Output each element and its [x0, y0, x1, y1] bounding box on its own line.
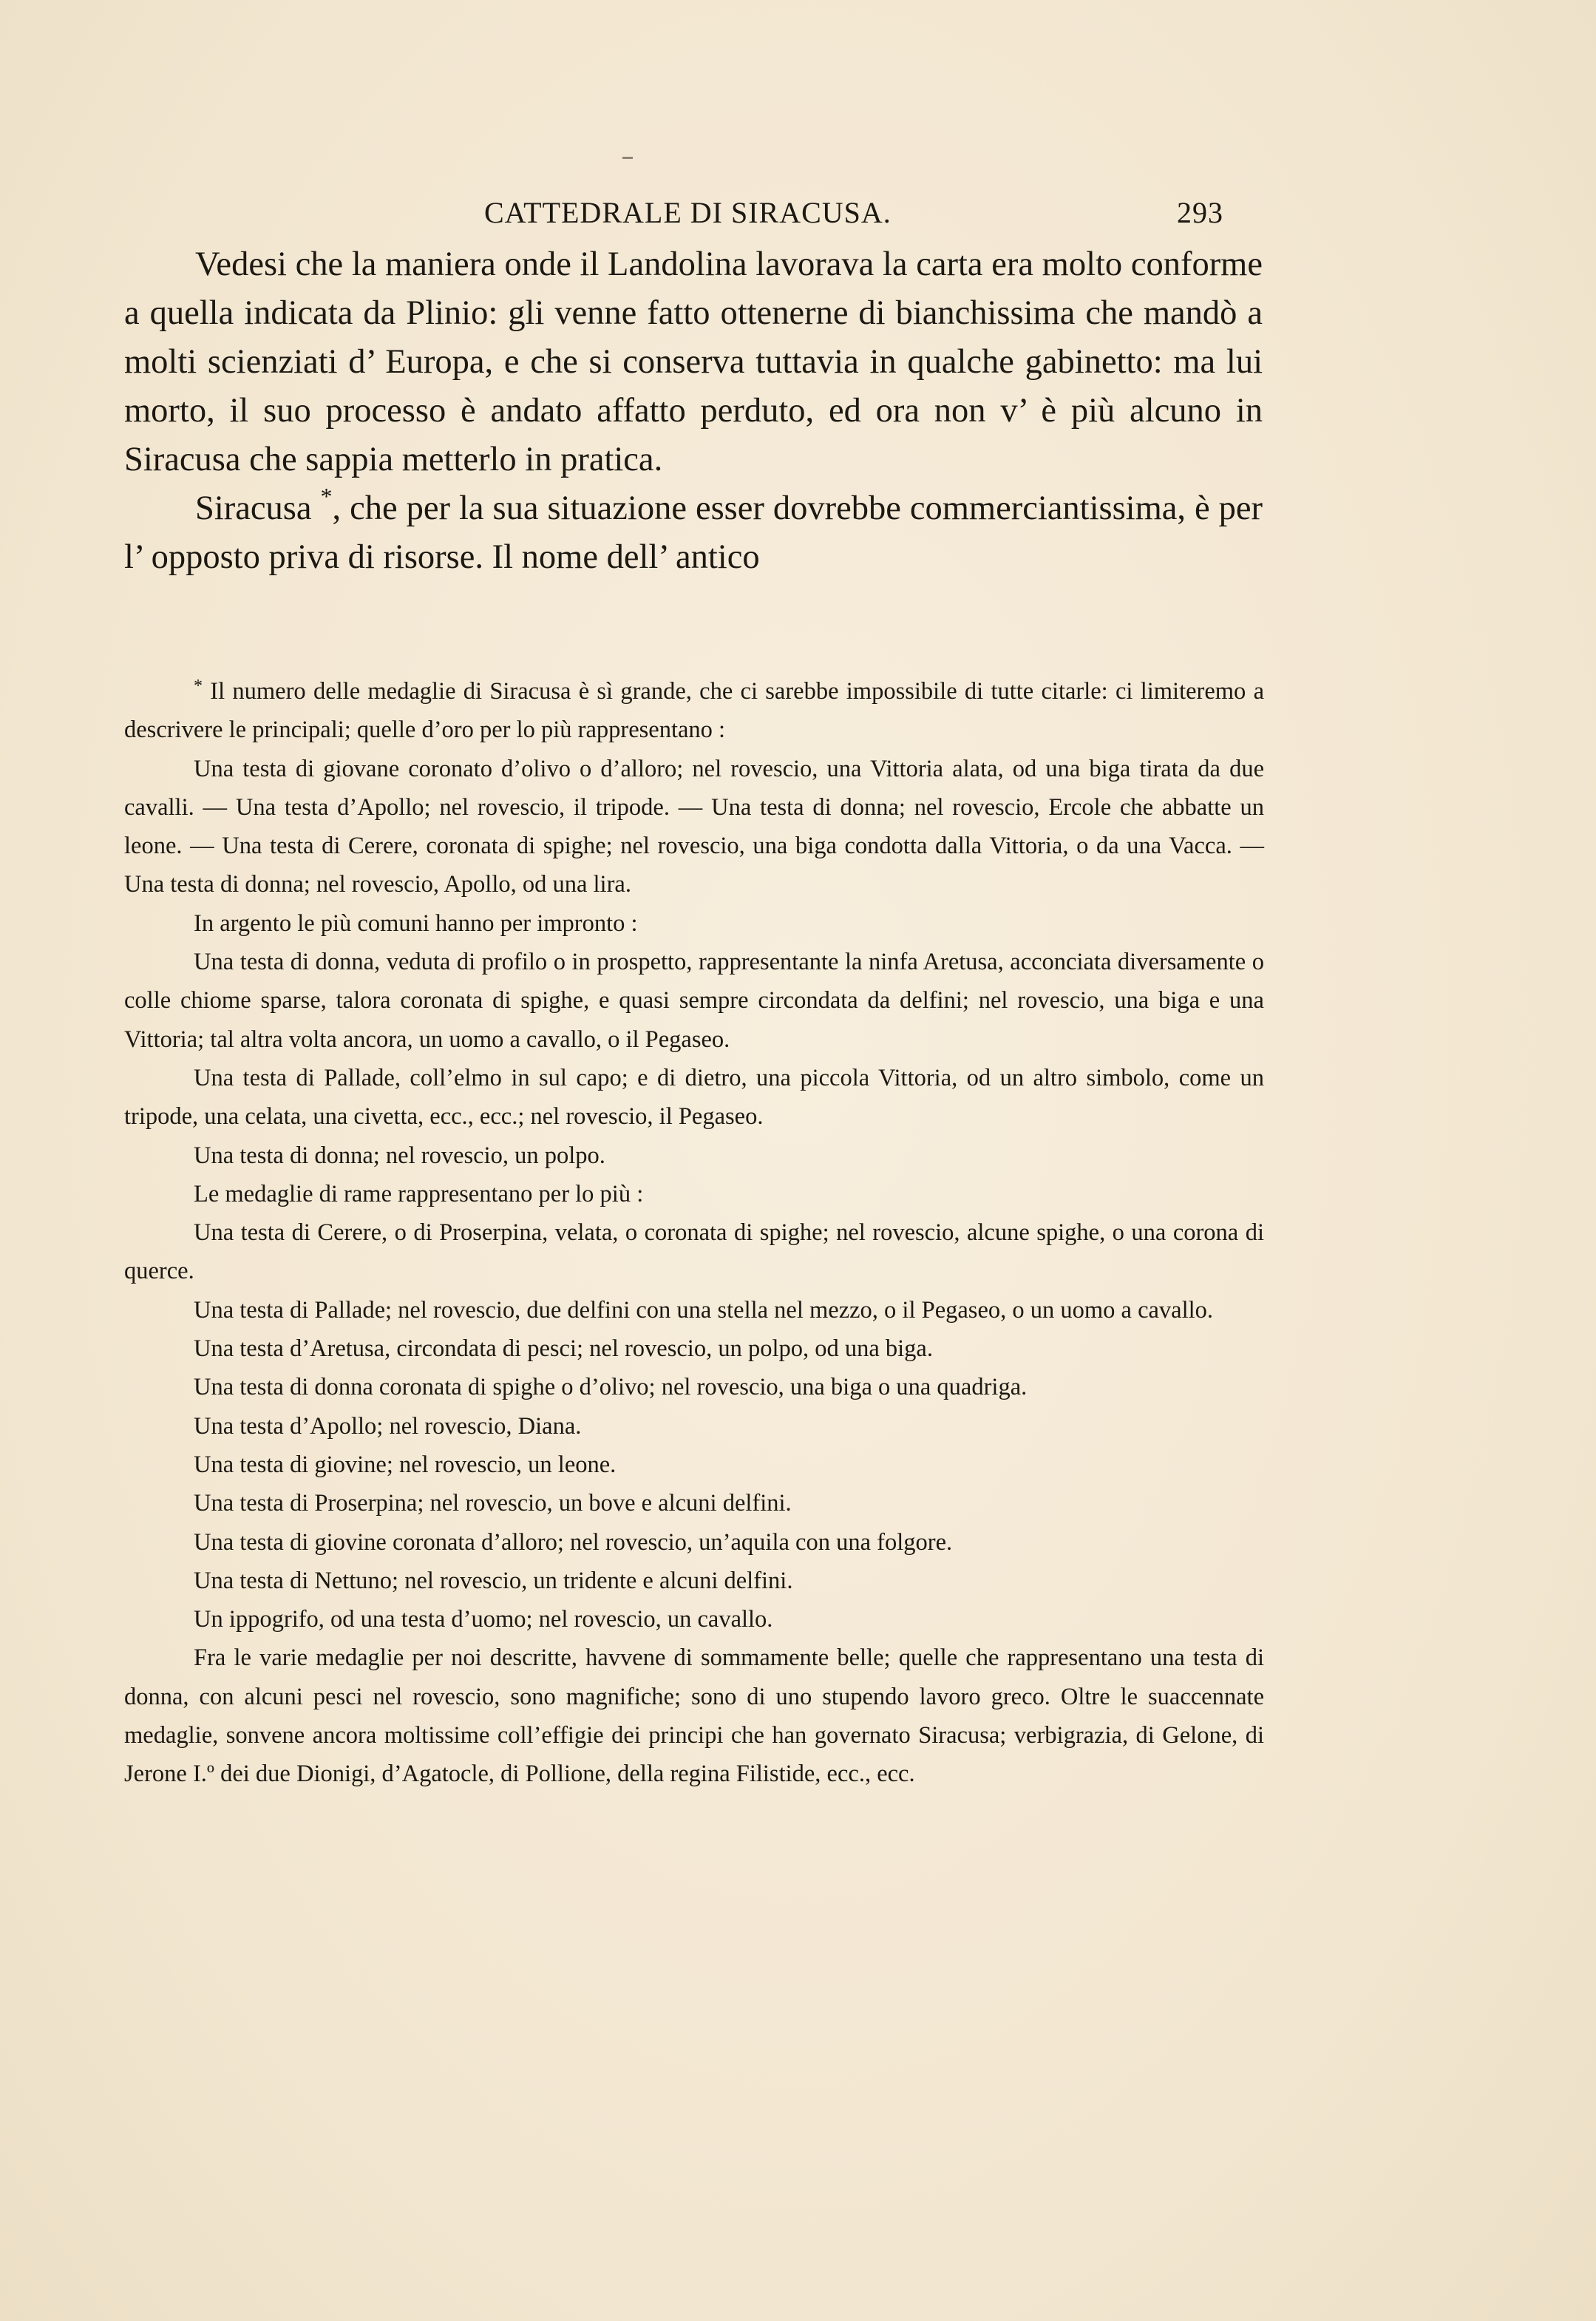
footnote-paragraph: Una testa d’Apollo; nel rovescio, Diana.: [194, 1412, 582, 1440]
body-paragraph: Vedesi che la maniera onde il Landolina lavorava la carta era molto conforme a quella indicata da Plinio: gli venne fatto ottenerne di bianchissima che mandò a molti scienziati d’ Europa, e che si conserva tuttavia in qualche gabinetto: ma lui morto, il suo processo è andato affatto perduto, ed ora non v’ è più alcuno in Siracusa che sappia metterlo in pratica.: [124, 245, 1263, 478]
footnote-paragraph: Una testa d’Aretusa, circondata di pesci; nel rovescio, un polpo, od una biga.: [194, 1335, 933, 1363]
footnote-paragraph: Le medaglie di rame rappresentano per lo più :: [194, 1180, 644, 1207]
footnote-paragraph: Un ippogrifo, od una testa d’uomo; nel rovescio, un cavallo.: [194, 1606, 773, 1633]
footnote-paragraph: Una testa di giovine; nel rovescio, un leone.: [194, 1451, 617, 1478]
footnote-marker: *: [194, 677, 203, 696]
footnote-paragraph: Una testa di Nettuno; nel rovescio, un tridente e alcuni delfini.: [194, 1567, 793, 1594]
main-text: [124, 240, 1263, 582]
page-header: [484, 191, 1223, 235]
footnote-paragraph: Una testa di donna; nel rovescio, un polpo.: [194, 1142, 605, 1169]
printer-mark: [622, 157, 633, 159]
footnote-paragraph: Una testa di donna coronata di spighe o d’olivo; nel rovescio, una biga o una quadriga.: [194, 1374, 1028, 1401]
footnote-paragraph: In argento le più comuni hanno per impronto :: [194, 909, 638, 937]
footnote-paragraph: Una testa di Pallade; nel rovescio, due delfini con una stella nel mezzo, o il Pegaseo, o un uomo a cavallo.: [194, 1296, 1214, 1324]
body-text-span: , che per la sua situazione esser dovrebbe commerciantissima, è per l’ opposto priva di risorse. Il nome dell’ antico: [124, 489, 1263, 576]
footnote-text: Il numero delle medaglie di Siracusa è sì grande, che ci sarebbe impossibile di tutte citarle: ci limiteremo a descrivere le principali; quelle d’oro per lo più rappresentano :: [124, 678, 1265, 744]
body-paragraph: [124, 484, 1263, 582]
footnote-paragraph: [124, 672, 1264, 750]
footnote-paragraph: Una testa di Proserpina; nel rovescio, un bove e alcuni delfini.: [194, 1490, 792, 1517]
footnote: [124, 672, 1264, 1794]
footnote-paragraph: Una testa di Cerere, o di Proserpina, velata, o coronata di spighe; nel rovescio, alcune spighe, o una corona di querce.: [124, 1219, 1264, 1285]
running-title: CATTEDRALE DI SIRACUSA.: [484, 196, 892, 229]
body-text-span: Siracusa: [195, 489, 321, 527]
footnote-paragraph: Una testa di giovane coronato d’olivo o d’alloro; nel rovescio, una Vittoria alata, od una biga tirata da due cavalli. — Una testa d’Apollo; nel rovescio, il tripode. — Una testa di donna; nel rovescio, Ercole che abbatte un leone. — Una testa di Cerere, coronata di spighe; nel rovescio, una biga condotta dalla Vittoria, o da una Vacca. — Una testa di donna; nel rovescio, Apollo, od una lira.: [124, 755, 1264, 898]
footnote-reference: *: [320, 483, 333, 509]
footnote-paragraph: Fra le varie medaglie per noi descritte, havvene di sommamente belle; quelle che rappresentano una testa di donna, con alcuni pesci nel rovescio, sono magnifiche; sono di uno stupendo lavoro greco. Oltre le suaccennate medaglie, sonvene ancora moltissime coll’effigie dei principi che han governato Siracusa; verbigrazia, di Gelone, di Jerone I.º dei due Dionigi, d’Agatocle, di Pollione, della regina Filistide, ecc., ecc.: [124, 1644, 1264, 1788]
footnote-paragraph: Una testa di donna, veduta di profilo o in prospetto, rappresentante la ninfa Aretusa, acconciata diversamente o colle chiome sparse, talora coronata di spighe, e quasi sempre circondata da delfini; nel rovescio, una biga e una Vittoria; tal altra volta ancora, un uomo a cavallo, o il Pegaseo.: [124, 949, 1264, 1053]
page-number: 293: [1177, 196, 1223, 229]
footnote-paragraph: Una testa di Pallade, coll’elmo in sul capo; e di dietro, una piccola Vittoria, od un altro simbolo, come un tripode, una celata, una civetta, ecc., ecc.; nel rovescio, il Pegaseo.: [124, 1064, 1264, 1131]
footnote-paragraph: Una testa di giovine coronata d’alloro; nel rovescio, un’aquila con una folgore.: [194, 1528, 953, 1556]
